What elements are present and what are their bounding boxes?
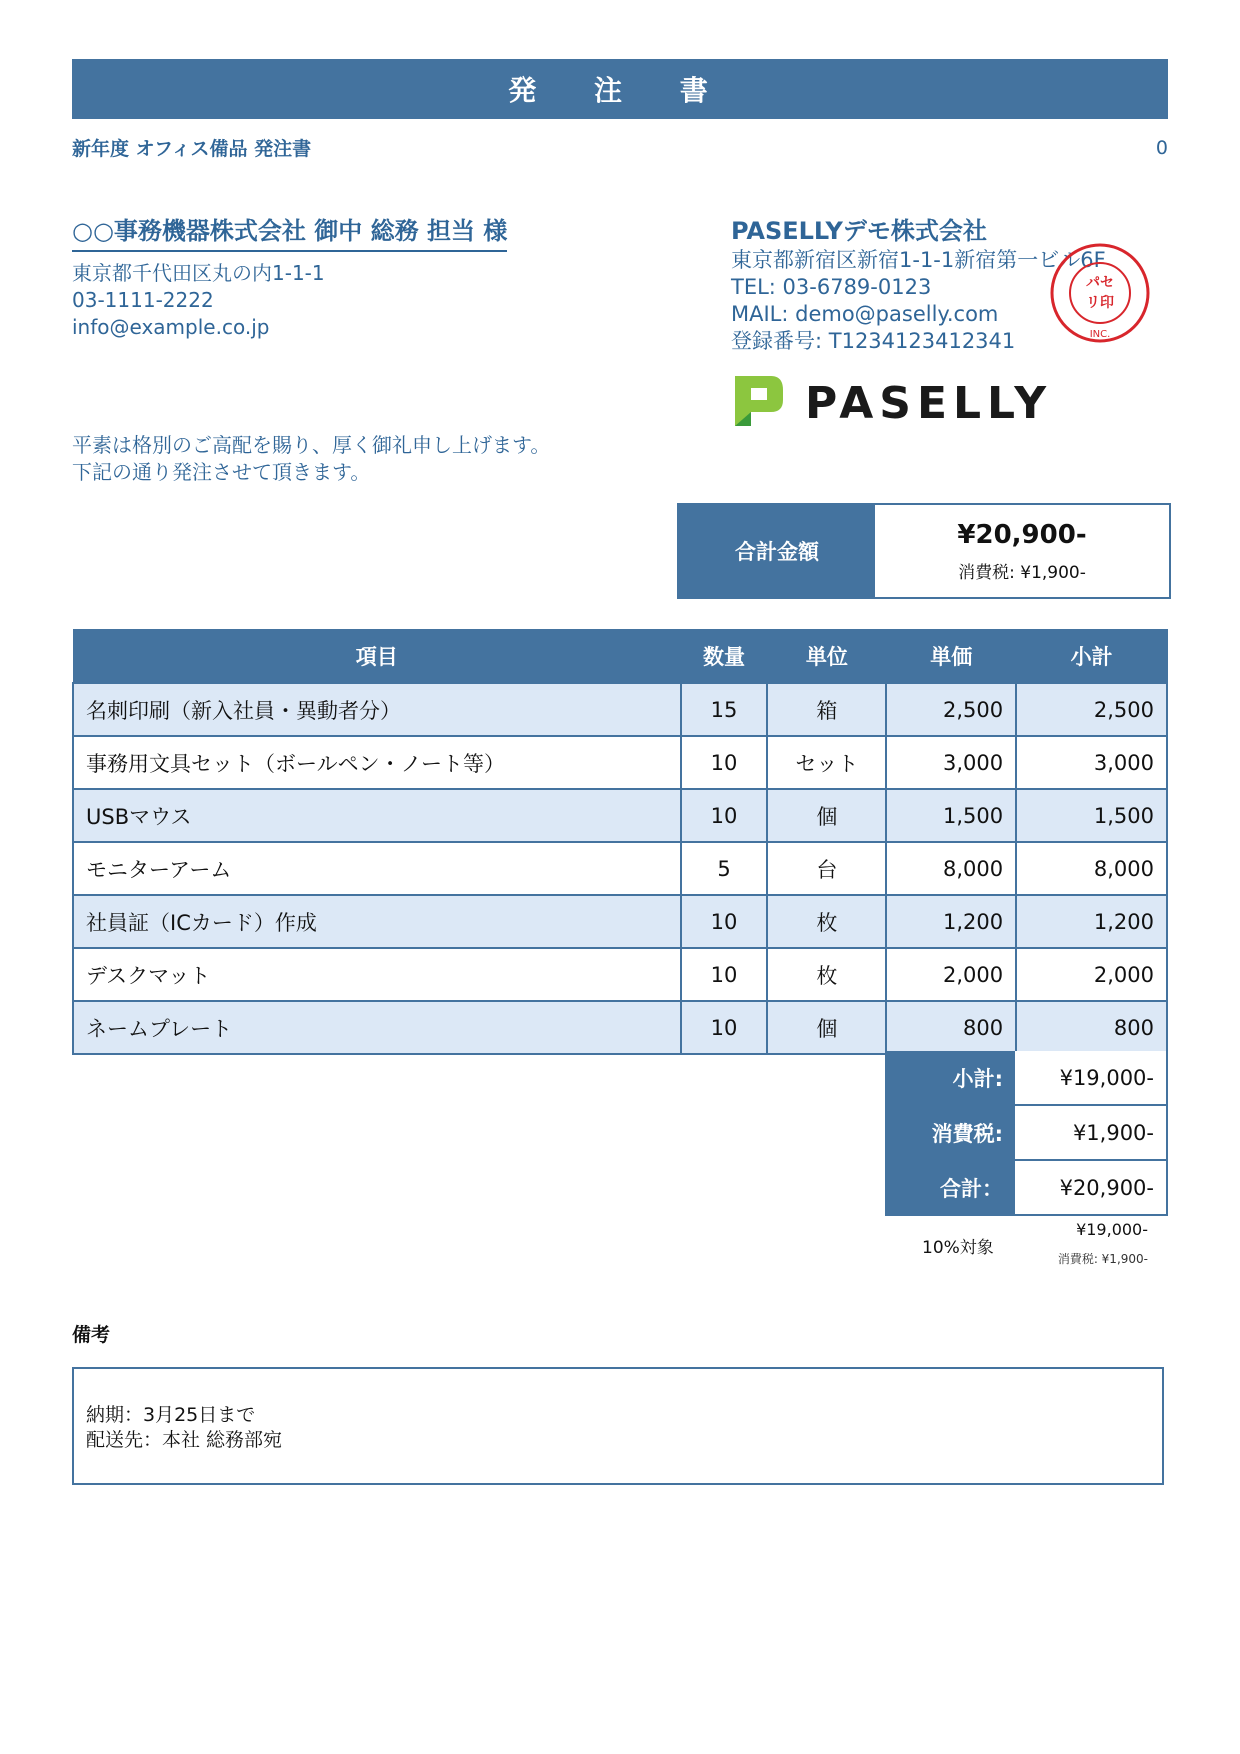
table-row xyxy=(73,683,1167,736)
total-values xyxy=(875,505,1169,597)
item-name: 社員証（ICカード）作成 xyxy=(73,895,681,948)
item-name: モニターアーム xyxy=(73,842,681,895)
table-row xyxy=(73,842,1167,895)
table-row xyxy=(73,736,1167,789)
items-table xyxy=(72,629,1168,1055)
item-unit: 個 xyxy=(767,789,886,842)
item-qty: 5 xyxy=(681,842,768,895)
header-qty: 数量 xyxy=(681,630,768,684)
item-subtotal: 1,200 xyxy=(1016,895,1167,948)
total-label: 合計金額 xyxy=(679,505,875,597)
greeting xyxy=(72,432,550,486)
recipient-address: 東京都千代田区丸の内1-1-1 xyxy=(72,261,325,285)
item-price: 1,200 xyxy=(886,895,1016,948)
summary-subtotal-label: 小計: xyxy=(887,1051,1015,1104)
item-name: ネームプレート xyxy=(73,1001,681,1054)
document-title: 発 注 書 xyxy=(72,59,1168,119)
svg-text:PASELLY: PASELLY xyxy=(805,378,1053,429)
item-qty: 10 xyxy=(681,789,768,842)
item-name: USBマウス xyxy=(73,789,681,842)
item-subtotal: 1,500 xyxy=(1016,789,1167,842)
item-unit: 枚 xyxy=(767,948,886,1001)
paselly-logo xyxy=(731,370,1061,430)
summary-tax-label: 消費税: xyxy=(887,1106,1015,1159)
item-unit: 個 xyxy=(767,1001,886,1054)
item-subtotal: 8,000 xyxy=(1016,842,1167,895)
issuer-mail: MAIL: demo@paselly.com xyxy=(731,302,999,326)
item-subtotal: 3,000 xyxy=(1016,736,1167,789)
header-unit: 単位 xyxy=(767,630,886,684)
greeting-line-1: 平素は格別のご高配を賜り、厚く御礼申し上げます。 xyxy=(72,433,551,457)
total-amount-box xyxy=(677,503,1171,599)
svg-text:リ印: リ印 xyxy=(1086,295,1114,311)
issuer-tel: TEL: 03-6789-0123 xyxy=(731,275,932,299)
recipient-name: ○○事務機器株式会社 御中 総務 担当 様 xyxy=(72,211,507,252)
company-seal-stamp xyxy=(1048,241,1152,345)
item-price: 2,500 xyxy=(886,683,1016,736)
recipient-email: info@example.co.jp xyxy=(72,315,270,339)
item-unit: 箱 xyxy=(767,683,886,736)
svg-text:パセ: パセ xyxy=(1086,275,1114,291)
table-row xyxy=(73,789,1167,842)
item-name: 事務用文具セット（ボールペン・ノート等） xyxy=(73,736,681,789)
tax-breakdown-amount: ¥19,000- xyxy=(1076,1220,1148,1239)
document-number: 0 xyxy=(1155,137,1168,159)
total-amount: ¥20,900- xyxy=(957,519,1087,550)
notes-heading: 備考 xyxy=(72,1324,111,1346)
header-price: 単価 xyxy=(886,630,1016,684)
table-row xyxy=(73,1001,1167,1054)
item-subtotal: 2,500 xyxy=(1016,683,1167,736)
item-price: 2,000 xyxy=(886,948,1016,1001)
item-name: 名刺印刷（新入社員・異動者分） xyxy=(73,683,681,736)
recipient-phone: 03-1111-2222 xyxy=(72,288,214,312)
item-price: 1,500 xyxy=(886,789,1016,842)
issuer-registration: 登録番号: T1234123412341 xyxy=(731,329,1016,353)
table-header-row xyxy=(73,630,1167,684)
item-price: 3,000 xyxy=(886,736,1016,789)
summary-tax-row xyxy=(885,1106,1168,1161)
header-item: 項目 xyxy=(73,630,681,684)
table-row xyxy=(73,948,1167,1001)
item-qty: 10 xyxy=(681,1001,768,1054)
document-subtitle: 新年度 オフィス備品 発注書 xyxy=(72,138,312,160)
summary-total-row xyxy=(885,1161,1168,1216)
item-subtotal: 2,000 xyxy=(1016,948,1167,1001)
item-qty: 10 xyxy=(681,948,768,1001)
item-price: 800 xyxy=(886,1001,1016,1054)
total-tax: 消費税: ¥1,900- xyxy=(958,562,1086,583)
header-subtotal: 小計 xyxy=(1016,630,1167,684)
summary-total-value: ¥20,900- xyxy=(1015,1161,1166,1214)
recipient-details xyxy=(72,260,325,341)
item-qty: 10 xyxy=(681,736,768,789)
issuer-address: 東京都新宿区新宿1-1-1新宿第一ビル6F xyxy=(731,248,1106,272)
summary-total-label: 合計： xyxy=(887,1161,1015,1214)
svg-text:INC.: INC. xyxy=(1089,329,1111,340)
summary-subtotal-row xyxy=(885,1051,1168,1106)
item-subtotal: 800 xyxy=(1016,1001,1167,1054)
tax-breakdown-tax: 消費税: ¥1,900- xyxy=(1057,1252,1148,1266)
notes-box xyxy=(72,1367,1164,1485)
issuer-company: PASELLYデモ株式会社 xyxy=(731,217,987,245)
summary-block xyxy=(885,1051,1168,1216)
item-unit: 台 xyxy=(767,842,886,895)
notes-line-1: 納期：3月25日まで xyxy=(86,1404,256,1426)
tax-breakdown-label: 10%対象 xyxy=(922,1238,994,1258)
notes-line-2: 配送先：本社 総務部宛 xyxy=(86,1429,283,1451)
item-qty: 15 xyxy=(681,683,768,736)
summary-subtotal-value: ¥19,000- xyxy=(1015,1051,1166,1104)
item-price: 8,000 xyxy=(886,842,1016,895)
summary-tax-value: ¥1,900- xyxy=(1015,1106,1166,1159)
item-name: デスクマット xyxy=(73,948,681,1001)
greeting-line-2: 下記の通り発注させて頂きます。 xyxy=(72,460,371,484)
item-unit: 枚 xyxy=(767,895,886,948)
table-row xyxy=(73,895,1167,948)
item-unit: セット xyxy=(767,736,886,789)
item-qty: 10 xyxy=(681,895,768,948)
